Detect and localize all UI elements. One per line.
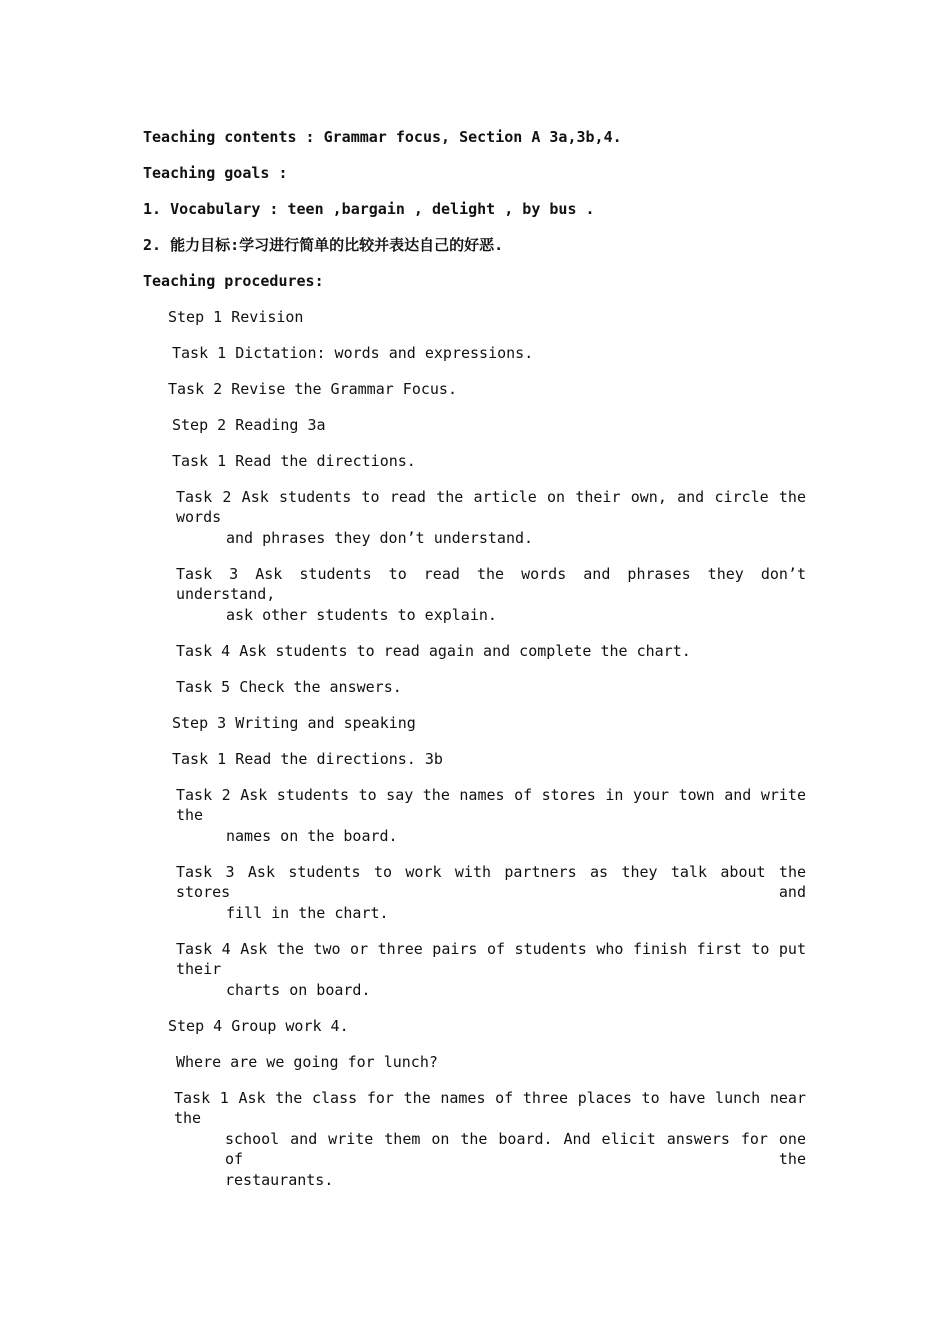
step-1-task-2: Task 2 Revise the Grammar Focus. bbox=[168, 380, 457, 398]
step-4-task-1-line-2: school and write them on the board. And elicit answers for one of the bbox=[225, 1130, 806, 1168]
goal-ability: 2. 能力目标:学习进行简单的比较并表达自己的好恶. bbox=[143, 236, 504, 254]
step-3-task-4-line-1: Task 4 Ask the two or three pairs of students who finish first to put their bbox=[176, 940, 806, 978]
step-3-task-2-line-2: names on the board. bbox=[226, 827, 398, 845]
step-2-heading: Step 2 Reading 3a bbox=[172, 416, 326, 434]
step-2-task-3-line-2: ask other students to explain. bbox=[226, 606, 497, 624]
step-2-task-5: Task 5 Check the answers. bbox=[176, 678, 402, 696]
step-4-task-1-line-3: restaurants. bbox=[225, 1171, 334, 1189]
teaching-goals-heading: Teaching goals : bbox=[143, 164, 288, 182]
step-2-task-4: Task 4 Ask students to read again and complete the chart. bbox=[176, 642, 691, 660]
step-3-task-3-line-2: fill in the chart. bbox=[226, 904, 389, 922]
step-3-task-2-line-1: Task 2 Ask students to say the names of stores in your town and write the bbox=[176, 786, 806, 824]
step-2-task-1: Task 1 Read the directions. bbox=[172, 452, 416, 470]
step-2-task-2-line-1: Task 2 Ask students to read the article on their own, and circle the words bbox=[176, 488, 806, 526]
step-3-task-4-line-2: charts on board. bbox=[226, 981, 371, 999]
step-4-question: Where are we going for lunch? bbox=[176, 1053, 438, 1071]
teaching-contents: Teaching contents : Grammar focus, Section A 3a,3b,4. bbox=[143, 128, 622, 146]
step-4-heading: Step 4 Group work 4. bbox=[168, 1017, 349, 1035]
goal-vocabulary: 1. Vocabulary : teen ,bargain , delight , by bus . bbox=[143, 200, 595, 218]
step-3-task-1: Task 1 Read the directions. 3b bbox=[172, 750, 443, 768]
step-4-task-1-line-1: Task 1 Ask the class for the names of three places to have lunch near the bbox=[174, 1089, 806, 1127]
teaching-procedures-heading: Teaching procedures: bbox=[143, 272, 324, 290]
step-3-heading: Step 3 Writing and speaking bbox=[172, 714, 416, 732]
step-3-task-3-line-1: Task 3 Ask students to work with partners as they talk about the stores and bbox=[176, 863, 806, 901]
step-1-task-1: Task 1 Dictation: words and expressions. bbox=[172, 344, 534, 362]
step-1-heading: Step 1 Revision bbox=[168, 308, 304, 326]
step-2-task-2-line-2: and phrases they don’t understand. bbox=[226, 529, 534, 547]
step-2-task-3-line-1: Task 3 Ask students to read the words and phrases they don’t understand, bbox=[176, 565, 806, 603]
